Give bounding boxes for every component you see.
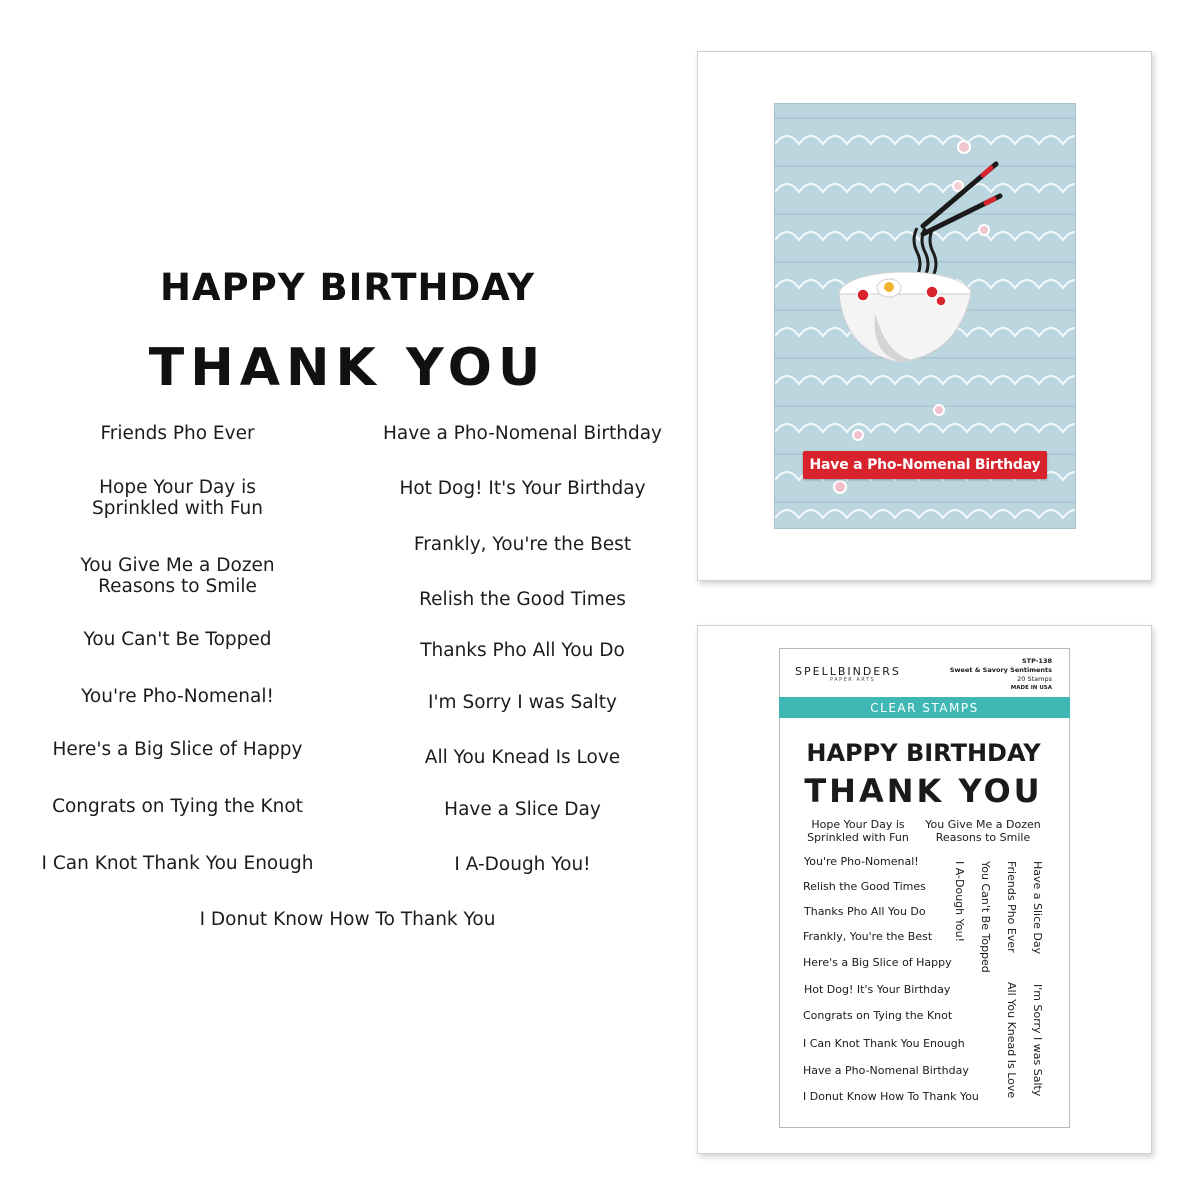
- chopsticks: [923, 164, 1000, 234]
- stamp-count: 20 Stamps: [1017, 675, 1052, 683]
- package-sentiment-line1: You Give Me a Dozen: [925, 818, 1041, 831]
- product-sku: STP-138: [1021, 657, 1052, 665]
- package-sentiment-line1: Hope Your Day is: [811, 818, 905, 831]
- package-vertical-sentiment: Have a Slice Day: [1031, 861, 1044, 955]
- sentiment-line1: Hope Your Day is: [99, 477, 256, 498]
- sentiment: I A-Dough You!: [454, 854, 591, 875]
- package-headline-happy-birthday: HAPPY BIRTHDAY: [806, 739, 1041, 767]
- package-sentiment: Relish the Good Times: [803, 880, 926, 893]
- card-sentiment-banner: [803, 451, 1047, 479]
- package-sentiment: Frankly, You're the Best: [803, 930, 933, 943]
- package-sentiment: Congrats on Tying the Knot: [803, 1009, 953, 1022]
- headline-happy-birthday: HAPPY BIRTHDAY: [159, 266, 536, 309]
- sentiment: You Can't Be Topped: [83, 629, 272, 650]
- headline-thank-you: THANK YOU: [148, 338, 547, 398]
- package-vertical-sentiment: I'm Sorry I was Salty: [1031, 984, 1044, 1097]
- product-name: Sweet & Savory Sentiments: [949, 666, 1052, 674]
- package-vertical-sentiment: You Can't Be Topped: [979, 861, 992, 973]
- sentiment: I'm Sorry I was Salty: [428, 692, 617, 713]
- sentiment: Here's a Big Slice of Happy: [52, 739, 303, 760]
- brand-logo: SPELLBINDERS: [795, 665, 901, 678]
- sentiment: Thanks Pho All You Do: [420, 640, 625, 661]
- brand-subtitle: PAPER ARTS: [830, 677, 876, 683]
- sentiment: All You Knead Is Love: [424, 747, 621, 768]
- package-vertical-sentiment: Friends Pho Ever: [1005, 861, 1018, 953]
- sentiment: Hot Dog! It's Your Birthday: [399, 478, 646, 499]
- package-sentiment: Thanks Pho All You Do: [804, 905, 926, 918]
- sentiment: Friends Pho Ever: [100, 423, 255, 444]
- sentiment-line2: Sprinkled with Fun: [91, 498, 264, 519]
- sentiment: Have a Slice Day: [444, 799, 601, 820]
- package-sentiment: I Donut Know How To Thank You: [803, 1090, 979, 1103]
- ramen-bowl: [839, 272, 971, 362]
- sentiment-bottom: I Donut Know How To Thank You: [199, 909, 496, 930]
- package-sentiment-line2: Reasons to Smile: [935, 831, 1031, 844]
- sentiment: Have a Pho-Nomenal Birthday: [383, 423, 662, 444]
- sentiment: Relish the Good Times: [419, 589, 626, 610]
- package-sentiment: I Can Knot Thank You Enough: [803, 1037, 965, 1050]
- package-sentiment: Here's a Big Slice of Happy: [803, 956, 952, 969]
- sentiment: I Can Knot Thank You Enough: [41, 853, 314, 874]
- package-sentiment-line2: Sprinkled with Fun: [807, 831, 909, 844]
- sentiment: Frankly, You're the Best: [413, 534, 632, 555]
- sentiment: Congrats on Tying the Knot: [52, 796, 303, 817]
- clear-stamps-band: [779, 697, 1070, 718]
- sentiment: You're Pho-Nomenal!: [81, 686, 274, 707]
- banner-text: Have a Pho-Nomenal Birthday: [809, 457, 1041, 473]
- package-sentiment: Have a Pho-Nomenal Birthday: [803, 1064, 969, 1077]
- sentiment-line1: You Give Me a Dozen: [80, 555, 275, 576]
- package-headline-thank-you: THANK YOU: [804, 772, 1043, 810]
- package-sentiment: Hot Dog! It's Your Birthday: [804, 983, 951, 996]
- made-in-label: MADE IN USA: [1010, 685, 1052, 691]
- package-sentiment: You're Pho-Nomenal!: [804, 855, 919, 868]
- band-label: CLEAR STAMPS: [870, 700, 979, 715]
- package-vertical-sentiment: I A-Dough You!: [953, 861, 966, 942]
- package-vertical-sentiment: All You Knead Is Love: [1005, 982, 1018, 1099]
- sentiment-line2: Reasons to Smile: [98, 576, 257, 597]
